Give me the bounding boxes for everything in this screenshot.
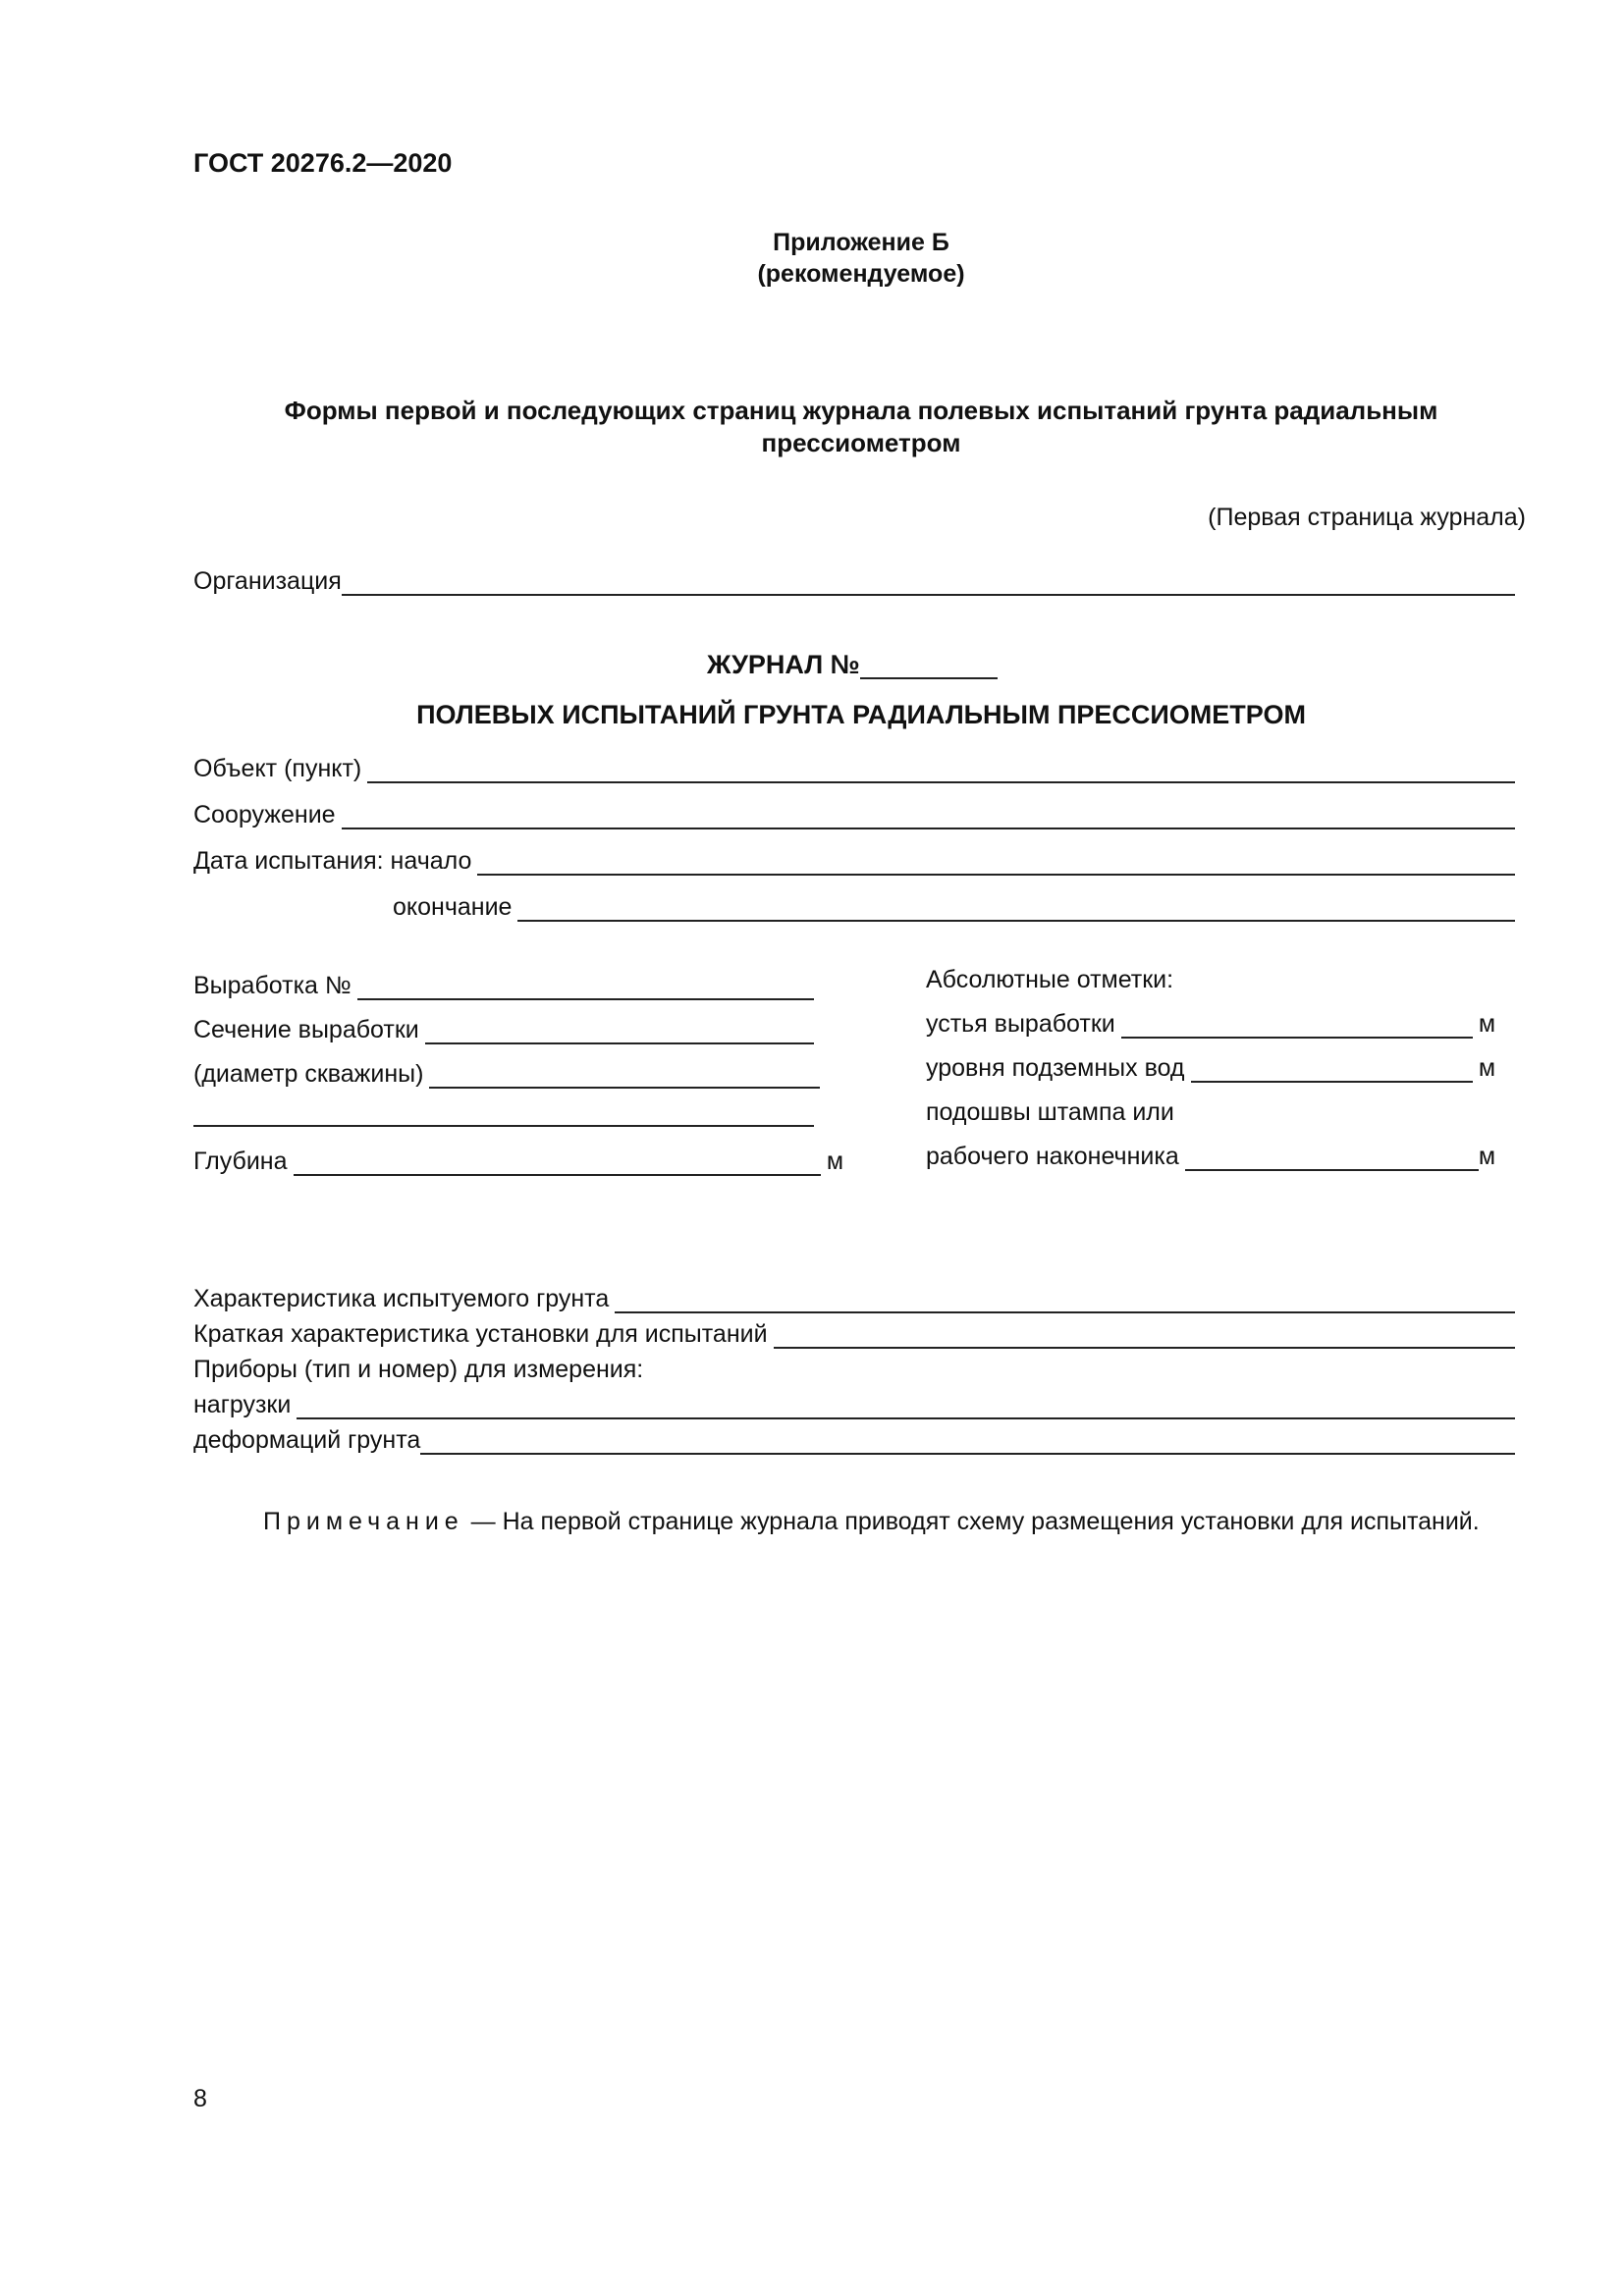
end-date-line bbox=[517, 898, 1515, 922]
diameter-line bbox=[429, 1065, 820, 1089]
heading-line-1: Формы первой и последующих страниц журнала полевых испытаний грунта радиальным bbox=[284, 396, 1438, 425]
base-unit: м bbox=[1478, 1143, 1495, 1170]
mouth-label: устья выработки bbox=[926, 1010, 1115, 1038]
load-line bbox=[297, 1396, 1515, 1419]
structure-label: Сооружение bbox=[193, 801, 336, 828]
depth-row bbox=[193, 1147, 843, 1176]
test-date-line bbox=[477, 852, 1515, 876]
section-line bbox=[425, 1021, 814, 1044]
page-number: 8 bbox=[193, 2085, 207, 2112]
note-label: Примечание bbox=[263, 1508, 464, 1535]
diameter-label: (диаметр скважины) bbox=[193, 1060, 424, 1088]
appendix-title: Приложение Б bbox=[773, 229, 949, 256]
object-row bbox=[193, 754, 1515, 783]
installation-line bbox=[774, 1325, 1515, 1349]
blank-row bbox=[193, 1103, 814, 1127]
soil-row bbox=[193, 1284, 1515, 1313]
organization-line bbox=[342, 572, 1515, 596]
object-line bbox=[367, 760, 1515, 783]
appendix-status: (рекомендуемое) bbox=[757, 260, 965, 288]
heading-line-2: прессиометром bbox=[761, 428, 961, 457]
section-label: Сечение выработки bbox=[193, 1016, 419, 1043]
organization-row bbox=[193, 566, 1515, 596]
standard-number: ГОСТ 20276.2—2020 bbox=[193, 148, 453, 178]
soil-line bbox=[615, 1290, 1515, 1313]
load-label: нагрузки bbox=[193, 1391, 292, 1418]
working-row bbox=[193, 971, 814, 1000]
installation-row bbox=[193, 1319, 1515, 1349]
structure-row bbox=[193, 800, 1515, 829]
organization-label: Организация bbox=[193, 567, 342, 595]
end-date-row bbox=[393, 892, 1515, 922]
journal-title: ЖУРНАЛ № bbox=[707, 650, 860, 679]
depth-line bbox=[294, 1152, 821, 1176]
groundwater-row bbox=[926, 1053, 1495, 1083]
deformation-line bbox=[420, 1431, 1515, 1455]
working-line bbox=[357, 977, 814, 1000]
structure-line bbox=[342, 806, 1515, 829]
groundwater-line bbox=[1191, 1059, 1473, 1083]
base-line bbox=[1185, 1148, 1479, 1171]
test-date-label: Дата испытания: начало bbox=[193, 847, 472, 875]
mouth-unit: м bbox=[1478, 1010, 1495, 1038]
journal-subtitle: ПОЛЕВЫХ ИСПЫТАНИЙ ГРУНТА РАДИАЛЬНЫМ ПРЕССИОМЕТРОМ bbox=[416, 700, 1306, 729]
devices-label: Приборы (тип и номер) для измерения: bbox=[193, 1356, 644, 1383]
base-label-1: подошвы штампа или bbox=[926, 1098, 1174, 1126]
note-text: — На первой странице журнала приводят схему размещения установки для испытаний. bbox=[470, 1508, 1480, 1535]
installation-label: Краткая характеристика установки для испытаний bbox=[193, 1320, 768, 1348]
groundwater-label: уровня подземных вод bbox=[926, 1054, 1185, 1082]
groundwater-unit: м bbox=[1478, 1054, 1495, 1082]
section-row bbox=[193, 1015, 814, 1044]
deformation-label: деформаций грунта bbox=[193, 1426, 421, 1454]
working-label: Выработка № bbox=[193, 972, 352, 999]
mouth-row bbox=[926, 1009, 1495, 1039]
mouth-line bbox=[1121, 1015, 1473, 1039]
soil-label: Характеристика испытуемого грунта bbox=[193, 1285, 610, 1312]
depth-unit: м bbox=[826, 1148, 843, 1175]
base-row bbox=[926, 1142, 1495, 1171]
note bbox=[263, 1507, 1480, 1536]
absolute-marks-title: Абсолютные отметки: bbox=[926, 966, 1174, 993]
object-label: Объект (пункт) bbox=[193, 755, 362, 782]
journal-title-row bbox=[707, 650, 998, 679]
deformation-row bbox=[193, 1425, 1515, 1455]
journal-number-line bbox=[860, 656, 998, 679]
base-label-2: рабочего наконечника bbox=[926, 1143, 1179, 1170]
diameter-row bbox=[193, 1059, 820, 1089]
page-note: (Первая страница журнала) bbox=[1208, 504, 1526, 531]
end-date-label: окончание bbox=[393, 893, 513, 921]
load-row bbox=[193, 1390, 1515, 1419]
test-date-row bbox=[193, 846, 1515, 876]
blank-line bbox=[193, 1103, 814, 1127]
depth-label: Глубина bbox=[193, 1148, 288, 1175]
